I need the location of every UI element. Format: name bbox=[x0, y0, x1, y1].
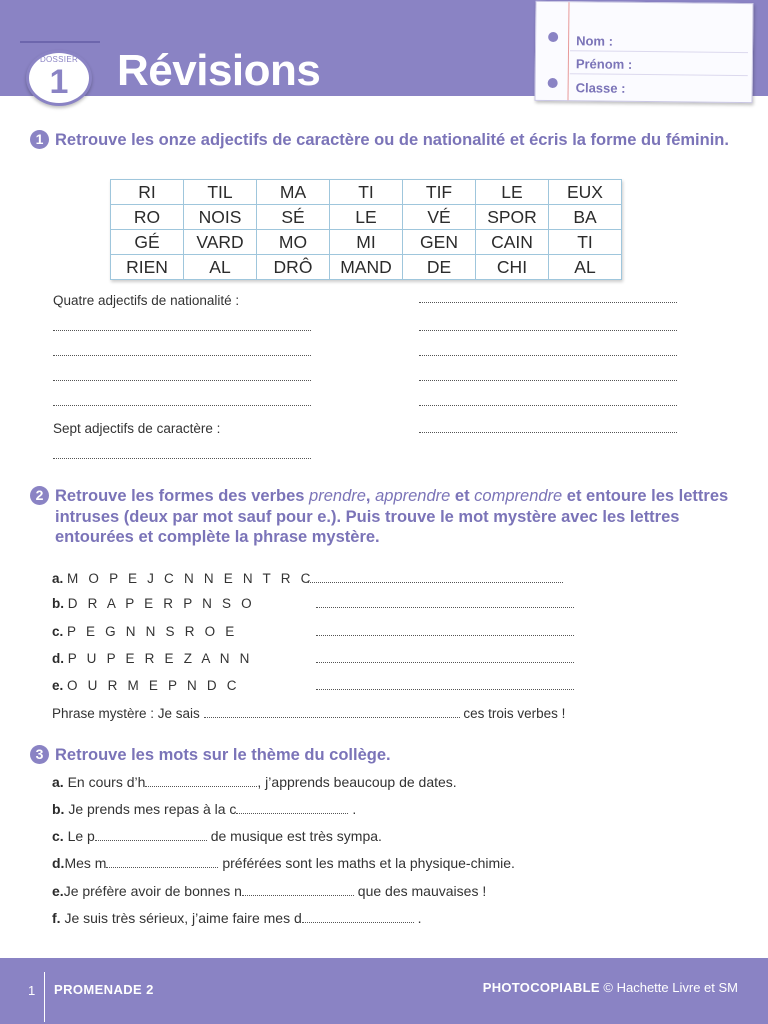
item-letter: b. bbox=[52, 801, 65, 817]
scrambled-item-a bbox=[52, 571, 314, 586]
sentence-end: . bbox=[348, 801, 357, 817]
answer-line[interactable] bbox=[242, 886, 354, 896]
exercise-2-number: 2 bbox=[30, 486, 49, 505]
grid-cell: LE bbox=[476, 180, 549, 205]
page-number: 1 bbox=[28, 983, 36, 998]
answer-line[interactable] bbox=[53, 405, 311, 406]
item-letter: d. bbox=[52, 651, 64, 666]
sentence-end: , j’apprends beaucoup de dates. bbox=[257, 774, 457, 790]
fill-item-a bbox=[52, 774, 457, 790]
footer-copyright bbox=[483, 980, 738, 995]
grid-cell: EUX bbox=[549, 180, 622, 205]
card-field-classe[interactable]: Classe : bbox=[575, 80, 626, 96]
sentence-start: Le p bbox=[67, 828, 95, 844]
grid-cell: VARD bbox=[184, 230, 257, 255]
answer-line[interactable] bbox=[419, 302, 677, 303]
copyright-text: © Hachette Livre et SM bbox=[599, 980, 738, 995]
fill-item-f bbox=[52, 910, 422, 926]
item-letter: a. bbox=[52, 774, 64, 790]
grid-cell: AL bbox=[184, 255, 257, 280]
card-rule bbox=[570, 73, 748, 76]
scrambled-letters[interactable]: P E G N N S R O E bbox=[67, 624, 238, 639]
grid-cell: TIL bbox=[184, 180, 257, 205]
verb-comprendre: comprendre bbox=[474, 487, 563, 505]
grid-cell: BA bbox=[549, 205, 622, 230]
binder-hole-icon bbox=[548, 78, 558, 88]
dossier-label: DOSSIER bbox=[39, 55, 79, 64]
answer-line[interactable] bbox=[316, 689, 574, 690]
answer-line[interactable] bbox=[316, 635, 574, 636]
answer-line[interactable] bbox=[106, 858, 218, 868]
instruction-text: , bbox=[365, 487, 376, 505]
footer-divider bbox=[44, 972, 45, 1022]
grid-row bbox=[111, 255, 622, 280]
item-letter: d. bbox=[52, 855, 65, 871]
grid-cell: NOIS bbox=[184, 205, 257, 230]
answer-line[interactable] bbox=[419, 355, 677, 356]
fill-item-d bbox=[52, 855, 515, 871]
grid-cell: MI bbox=[330, 230, 403, 255]
scrambled-item-e bbox=[52, 678, 240, 693]
grid-cell: RI bbox=[111, 180, 184, 205]
exercise-3-number: 3 bbox=[30, 745, 49, 764]
grid-cell: CAIN bbox=[476, 230, 549, 255]
label-character: Sept adjectifs de caractère : bbox=[53, 421, 221, 436]
grid-row bbox=[111, 205, 622, 230]
student-info-card bbox=[534, 1, 753, 103]
dossier-badge bbox=[26, 50, 92, 106]
item-letter: a. bbox=[52, 571, 64, 586]
answer-line[interactable] bbox=[419, 380, 677, 381]
scrambled-item-b bbox=[52, 596, 255, 611]
answer-line[interactable] bbox=[316, 662, 574, 663]
exercise-1-instruction: Retrouve les onze adjectifs de caractère ou de nationalité et écris la forme du féminin. bbox=[55, 131, 729, 149]
card-rule bbox=[570, 50, 748, 53]
item-letter: f. bbox=[52, 910, 61, 926]
fill-item-e bbox=[52, 883, 486, 899]
instruction-text: et bbox=[450, 487, 475, 505]
header-rule bbox=[20, 41, 100, 43]
answer-line[interactable] bbox=[53, 355, 311, 356]
grid-cell: MO bbox=[257, 230, 330, 255]
grid-cell: AL bbox=[549, 255, 622, 280]
sentence-end: préférées sont les maths et la physique-chimie. bbox=[218, 855, 515, 871]
exercise-2-instruction bbox=[55, 486, 745, 548]
grid-cell: MA bbox=[257, 180, 330, 205]
scrambled-item-d bbox=[52, 651, 253, 666]
dossier-number: 1 bbox=[49, 63, 69, 101]
scrambled-item-c bbox=[52, 624, 237, 639]
answer-line[interactable] bbox=[53, 330, 311, 331]
item-letter: b. bbox=[52, 596, 64, 611]
item-letter: e. bbox=[52, 883, 64, 899]
sentence-end: que des mauvaises ! bbox=[353, 883, 487, 899]
answer-line[interactable] bbox=[236, 804, 348, 814]
item-letter: e. bbox=[52, 678, 64, 693]
syllable-grid bbox=[110, 179, 622, 280]
grid-cell: DRÔ bbox=[257, 255, 330, 280]
instruction-text: et entoure les lettres intruses (deux par mot sauf pour e.). Puis trouve le mot mystère avec les lettres entourées et complète la phrase mystère. bbox=[55, 487, 729, 546]
grid-cell: SÉ bbox=[257, 205, 330, 230]
answer-line[interactable] bbox=[305, 582, 563, 583]
answer-line[interactable] bbox=[316, 607, 574, 608]
answer-line[interactable] bbox=[302, 913, 414, 923]
grid-cell: TI bbox=[330, 180, 403, 205]
sentence-start: Je prends mes repas à la c bbox=[68, 801, 237, 817]
grid-cell: TIF bbox=[403, 180, 476, 205]
instruction-text: Retrouve les formes des verbes bbox=[55, 487, 310, 505]
binder-hole-icon bbox=[548, 32, 558, 42]
verb-apprendre: apprendre bbox=[375, 487, 451, 505]
scrambled-letters[interactable]: O U R M E P N D C bbox=[67, 678, 240, 693]
exercise-3-instruction: Retrouve les mots sur le thème du collège. bbox=[55, 746, 391, 764]
answer-line[interactable] bbox=[419, 432, 677, 433]
label-nationality: Quatre adjectifs de nationalité : bbox=[53, 293, 240, 308]
sentence-start: Mes m bbox=[64, 855, 107, 871]
mystery-sentence-end: ces trois verbes ! bbox=[463, 706, 566, 721]
sentence-end: . bbox=[413, 910, 422, 926]
photocopiable-label: PHOTOCOPIABLE bbox=[482, 980, 600, 995]
answer-line[interactable] bbox=[53, 380, 311, 381]
grid-cell: SPOR bbox=[476, 205, 549, 230]
grid-cell: VÉ bbox=[403, 205, 476, 230]
scrambled-letters[interactable]: P U P E R E Z A N N bbox=[67, 651, 253, 666]
grid-row bbox=[111, 180, 622, 205]
grid-row bbox=[111, 230, 622, 255]
answer-line[interactable] bbox=[419, 330, 677, 331]
sentence-start: En cours d’h bbox=[67, 774, 146, 790]
fill-item-c bbox=[52, 828, 382, 844]
item-letter: c. bbox=[52, 624, 64, 639]
sentence-end: de musique est très sympa. bbox=[206, 828, 382, 844]
grid-cell: DE bbox=[403, 255, 476, 280]
grid-cell: GEN bbox=[403, 230, 476, 255]
fill-item-b bbox=[52, 801, 356, 817]
grid-cell: LE bbox=[330, 205, 403, 230]
footer-book-title: PROMENADE 2 bbox=[54, 982, 154, 997]
answer-line[interactable] bbox=[419, 405, 677, 406]
mystery-sentence-start: Phrase mystère : Je sais bbox=[52, 706, 200, 721]
answer-line[interactable] bbox=[145, 777, 257, 787]
mystery-answer-line[interactable] bbox=[204, 708, 460, 718]
page-title: Révisions bbox=[117, 46, 321, 95]
card-field-nom[interactable]: Nom : bbox=[576, 33, 614, 49]
grid-cell: TI bbox=[549, 230, 622, 255]
answer-line[interactable] bbox=[53, 458, 311, 459]
grid-cell: CHI bbox=[476, 255, 549, 280]
exercise-1-number: 1 bbox=[30, 130, 49, 149]
grid-cell: RO bbox=[111, 205, 184, 230]
card-field-prenom[interactable]: Prénom : bbox=[575, 56, 633, 72]
item-letter: c. bbox=[52, 828, 64, 844]
verb-prendre: prendre bbox=[309, 487, 366, 505]
mystery-sentence bbox=[52, 706, 565, 721]
grid-cell: MAND bbox=[330, 255, 403, 280]
scrambled-letters[interactable]: M O P E J C N N E N T R C bbox=[67, 571, 314, 586]
grid-cell: RIEN bbox=[111, 255, 184, 280]
scrambled-letters[interactable]: D R A P E R P N S O bbox=[67, 596, 255, 611]
sentence-start: Je préfère avoir de bonnes n bbox=[63, 883, 242, 899]
sentence-start: Je suis très sérieux, j’aime faire mes d bbox=[64, 910, 302, 926]
grid-cell: GÉ bbox=[111, 230, 184, 255]
answer-line[interactable] bbox=[95, 831, 207, 841]
